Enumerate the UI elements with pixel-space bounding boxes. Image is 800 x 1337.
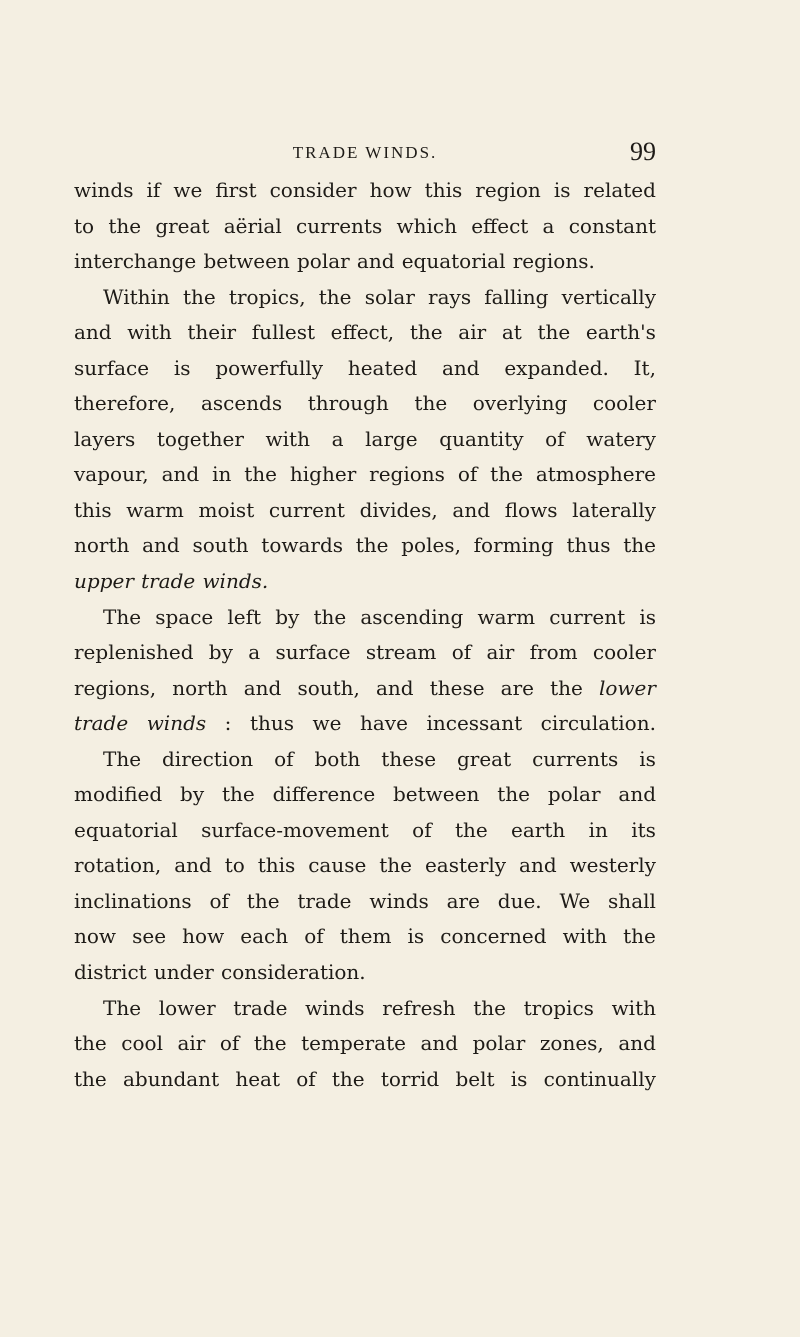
- word: stream: [365, 640, 437, 665]
- word: and: [356, 249, 395, 274]
- word: higher: [289, 462, 357, 487]
- word: divides,: [359, 497, 438, 522]
- word: with: [611, 995, 656, 1020]
- word: thus: [249, 711, 294, 736]
- word: left: [227, 604, 262, 629]
- word: great: [456, 746, 512, 771]
- word: zones,: [539, 1031, 604, 1056]
- word: vertically: [561, 284, 656, 309]
- word: powerfully: [215, 355, 324, 380]
- word: through: [307, 391, 389, 416]
- word: a: [331, 426, 344, 451]
- word: refresh: [382, 995, 456, 1020]
- text-line: [74, 351, 656, 387]
- word: of: [304, 924, 324, 949]
- word: belt: [455, 1066, 495, 1091]
- word: the: [108, 213, 142, 238]
- word: air: [458, 320, 487, 345]
- word: to: [224, 853, 245, 878]
- word: the: [74, 1066, 107, 1091]
- word: winds: [369, 888, 429, 913]
- word: moist: [198, 497, 255, 522]
- word: and: [441, 355, 480, 380]
- word: and: [519, 853, 557, 878]
- word: and: [376, 675, 414, 700]
- word: is: [553, 178, 571, 202]
- word: the: [221, 782, 255, 807]
- text-line: [74, 457, 656, 493]
- word: with: [562, 924, 608, 949]
- word: north: [172, 675, 228, 700]
- word: surface: [74, 355, 150, 380]
- word: and: [174, 853, 212, 878]
- word: and: [618, 1031, 656, 1056]
- word: is: [639, 746, 656, 771]
- word: upper: [74, 569, 134, 594]
- word: abundant: [122, 1066, 220, 1091]
- word: between: [393, 782, 480, 807]
- word: earth: [511, 817, 566, 842]
- word: the: [409, 320, 443, 345]
- word: lower: [598, 675, 656, 700]
- word: cause: [308, 853, 367, 878]
- word: is: [510, 1066, 528, 1091]
- word: and: [161, 462, 200, 487]
- word: the: [473, 995, 506, 1020]
- word: The: [103, 995, 142, 1020]
- word: their: [187, 320, 237, 345]
- word: the: [331, 1066, 365, 1091]
- word: winds: [305, 995, 365, 1020]
- word: currents: [296, 213, 383, 238]
- word: by: [208, 640, 233, 665]
- word: region: [475, 178, 541, 202]
- word: with: [265, 426, 310, 451]
- word: have: [360, 711, 408, 736]
- running-title: TRADE WINDS.: [292, 143, 438, 162]
- word: rays: [428, 284, 472, 309]
- word: to: [74, 213, 95, 238]
- text-line: [74, 777, 656, 813]
- word: and: [243, 675, 282, 700]
- word: and: [420, 1031, 459, 1056]
- word: the: [182, 284, 216, 309]
- word: current: [268, 497, 345, 522]
- word: aërial: [223, 213, 282, 238]
- word: and: [142, 533, 180, 558]
- word: equatorial: [401, 249, 506, 274]
- word: trade: [233, 995, 288, 1020]
- word: is: [639, 604, 656, 629]
- text-line: [74, 422, 656, 458]
- text-line: [74, 671, 656, 707]
- word: poles,: [401, 533, 461, 558]
- word: towards: [261, 533, 344, 558]
- text-line: [74, 813, 656, 849]
- word: the: [414, 391, 448, 416]
- text-line: [74, 600, 656, 636]
- text-line: [74, 635, 656, 671]
- word: atmosphere: [535, 462, 656, 487]
- text-line: [74, 209, 656, 245]
- word: the: [550, 675, 583, 700]
- text-line: [74, 706, 656, 742]
- word: in: [588, 817, 608, 842]
- word: surface-movement: [201, 817, 389, 842]
- word: air: [177, 1031, 206, 1056]
- word: between: [203, 249, 290, 274]
- word: It,: [633, 355, 656, 380]
- word: this: [257, 853, 296, 878]
- word: this: [424, 178, 463, 202]
- word: first: [215, 178, 257, 202]
- word: great: [155, 213, 210, 238]
- word: the: [623, 924, 656, 949]
- word: them: [339, 924, 392, 949]
- word: winds: [74, 178, 134, 202]
- word: the: [74, 1031, 107, 1056]
- word: district: [74, 960, 147, 985]
- text-line: [74, 919, 656, 955]
- text-line: [74, 493, 656, 529]
- word: a: [542, 213, 555, 238]
- word: by: [275, 604, 300, 629]
- word: effect,: [330, 320, 395, 345]
- word: shall: [608, 888, 656, 913]
- text-line: [74, 955, 656, 991]
- word: lower: [158, 995, 216, 1020]
- word: forming: [473, 533, 554, 558]
- word: and: [452, 497, 491, 522]
- word: The: [103, 604, 142, 629]
- word: falling: [484, 284, 549, 309]
- word: fullest: [251, 320, 315, 345]
- word: winds: [146, 711, 207, 736]
- word: polar: [296, 249, 350, 274]
- word: cooler: [592, 391, 656, 416]
- word: thus: [566, 533, 611, 558]
- word: rotation,: [74, 853, 162, 878]
- word: the: [355, 533, 389, 558]
- word: its: [631, 817, 656, 842]
- text-line: [74, 991, 656, 1027]
- word: Within: [103, 284, 170, 309]
- word: concerned: [440, 924, 547, 949]
- word: of: [457, 462, 478, 487]
- word: surface: [275, 640, 351, 665]
- word: at: [501, 320, 522, 345]
- word: the: [490, 462, 523, 487]
- word: these: [429, 675, 485, 700]
- word: these: [381, 746, 437, 771]
- word: regions: [369, 462, 445, 487]
- word: earth's: [585, 320, 656, 345]
- word: now: [74, 924, 117, 949]
- word: direction: [162, 746, 254, 771]
- word: polar: [472, 1031, 526, 1056]
- word: south: [192, 533, 249, 558]
- word: we: [173, 178, 203, 202]
- word: ascends: [200, 391, 283, 416]
- word: is: [173, 355, 191, 380]
- word: temperate: [301, 1031, 406, 1056]
- text-line: [74, 1026, 656, 1062]
- running-head: [74, 137, 656, 173]
- word: south,: [297, 675, 360, 700]
- text-line: [74, 315, 656, 351]
- word: the: [318, 284, 352, 309]
- text-line: [74, 244, 656, 280]
- word: cool: [121, 1031, 163, 1056]
- body-text: [74, 173, 656, 1097]
- word: We: [559, 888, 591, 913]
- word: incessant: [426, 711, 523, 736]
- word: due.: [497, 888, 542, 913]
- word: flows: [504, 497, 558, 522]
- word: regions.: [512, 249, 595, 274]
- word: current: [549, 604, 626, 629]
- word: layers: [74, 426, 136, 451]
- word: replenished: [74, 640, 194, 665]
- word: constant: [568, 213, 656, 238]
- word: which: [396, 213, 457, 238]
- word: trade: [297, 888, 352, 913]
- word: by: [180, 782, 205, 807]
- word: warm: [477, 604, 536, 629]
- word: regions,: [74, 675, 157, 700]
- word: large: [365, 426, 418, 451]
- word: the: [623, 533, 656, 558]
- word: heated: [347, 355, 418, 380]
- word: modified: [74, 782, 163, 807]
- word: how: [369, 178, 412, 202]
- word: the: [246, 888, 280, 913]
- word: inclinations: [74, 888, 192, 913]
- word: difference: [272, 782, 376, 807]
- word: trade: [141, 569, 196, 594]
- word: easterly: [424, 853, 507, 878]
- page-number: 99: [630, 137, 656, 166]
- word: of: [219, 1031, 240, 1056]
- word: the: [313, 604, 347, 629]
- word: circulation.: [540, 711, 656, 736]
- word: the: [454, 817, 488, 842]
- word: cooler: [592, 640, 656, 665]
- word: related: [583, 178, 656, 202]
- word: of: [296, 1066, 316, 1091]
- word: warm: [126, 497, 184, 522]
- word: expanded.: [504, 355, 609, 380]
- word: how: [182, 924, 225, 949]
- text-line: [74, 280, 656, 316]
- word: from: [529, 640, 578, 665]
- word: quantity: [439, 426, 524, 451]
- text-line: [74, 173, 656, 209]
- word: ascending: [360, 604, 464, 629]
- word: effect: [471, 213, 529, 238]
- word: of: [274, 746, 294, 771]
- word: currents: [532, 746, 619, 771]
- word: in: [212, 462, 232, 487]
- word: together: [156, 426, 244, 451]
- word: of: [451, 640, 472, 665]
- word: of: [209, 888, 229, 913]
- word: The: [103, 746, 142, 771]
- text-line: [74, 1062, 656, 1098]
- text-line: [74, 848, 656, 884]
- word: are: [446, 888, 480, 913]
- word: tropics: [523, 995, 594, 1020]
- word: this: [74, 497, 112, 522]
- word: interchange: [74, 249, 197, 274]
- word: air: [486, 640, 515, 665]
- word: under: [153, 960, 214, 985]
- word: the: [253, 1031, 287, 1056]
- word: are: [500, 675, 534, 700]
- word: continually: [543, 1066, 656, 1091]
- word: torrid: [380, 1066, 440, 1091]
- word: therefore,: [74, 391, 176, 416]
- word: the: [379, 853, 413, 878]
- word: consideration.: [221, 960, 366, 985]
- text-line: [74, 884, 656, 920]
- word: a: [248, 640, 261, 665]
- word: of: [412, 817, 432, 842]
- word: laterally: [572, 497, 656, 522]
- word: winds.: [202, 569, 269, 594]
- word: heat: [235, 1066, 280, 1091]
- word: trade: [74, 711, 129, 736]
- word: and: [618, 782, 656, 807]
- word: is: [407, 924, 425, 949]
- word: :: [224, 711, 232, 736]
- word: of: [545, 426, 565, 451]
- word: polar: [547, 782, 601, 807]
- word: tropics,: [228, 284, 306, 309]
- word: and: [74, 320, 112, 345]
- word: each: [240, 924, 289, 949]
- word: consider: [269, 178, 357, 202]
- word: overlying: [472, 391, 568, 416]
- word: equatorial: [74, 817, 178, 842]
- word: we: [312, 711, 342, 736]
- text-line: [74, 564, 656, 600]
- word: north: [74, 533, 130, 558]
- text-line: [74, 528, 656, 564]
- word: vapour,: [74, 462, 149, 487]
- word: westerly: [569, 853, 656, 878]
- word: the: [497, 782, 530, 807]
- word: see: [132, 924, 167, 949]
- text-line: [74, 386, 656, 422]
- word: solar: [364, 284, 415, 309]
- text-line: [74, 742, 656, 778]
- word: the: [537, 320, 571, 345]
- word: space: [155, 604, 214, 629]
- word: with: [127, 320, 172, 345]
- word: the: [244, 462, 277, 487]
- word: both: [314, 746, 361, 771]
- word: if: [146, 178, 161, 202]
- word: watery: [586, 426, 656, 451]
